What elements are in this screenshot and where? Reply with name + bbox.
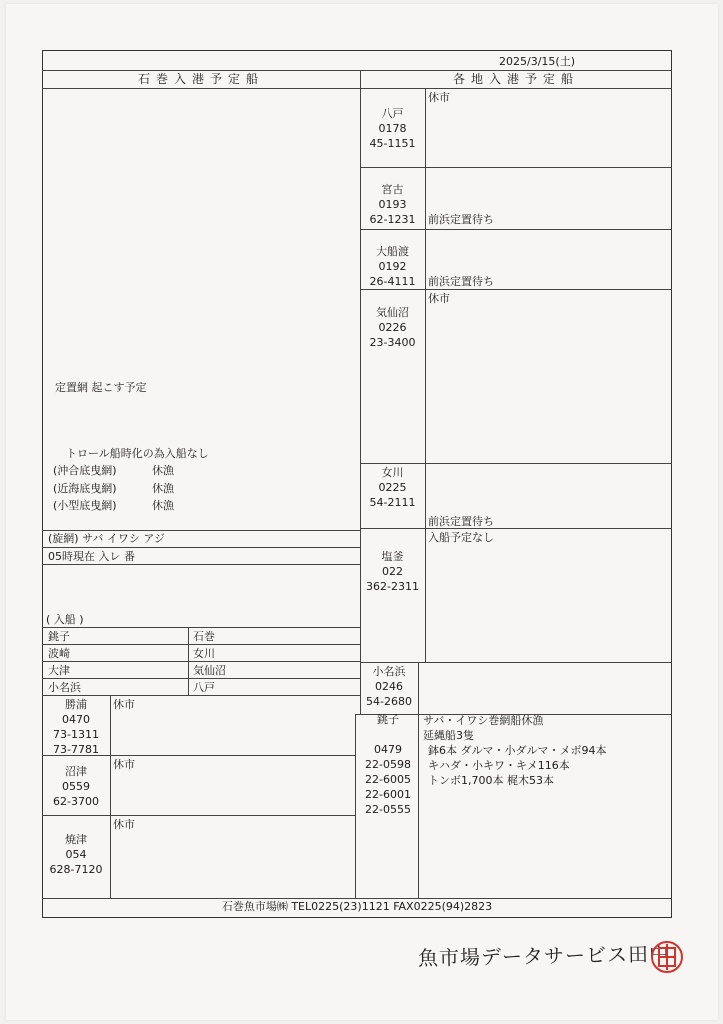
port-kesennuma — [360, 305, 425, 350]
report-date: 2025/3/15(土) — [499, 55, 575, 68]
rule — [360, 289, 672, 290]
rule — [360, 528, 672, 529]
port-phone: 62-1231 — [369, 213, 416, 226]
port-code: 0479 — [374, 743, 402, 756]
rule — [360, 662, 672, 663]
port-status: 休市 — [113, 818, 135, 831]
port-status: 前浜定置待ち — [428, 213, 494, 226]
port-status: 前浜定置待ち — [428, 275, 494, 288]
port-name: 沼津 — [65, 765, 87, 778]
port-phone: 23-3400 — [369, 336, 416, 349]
port-status: 休市 — [113, 698, 135, 711]
rule — [42, 547, 360, 548]
port-phone: 22-6001 — [365, 788, 411, 801]
port-onagawa — [360, 465, 425, 510]
choshi-note: トンボ1,700本 梶木53本 — [428, 774, 554, 787]
port-ofunato — [360, 244, 425, 289]
choshi-note: 延縄船3隻 — [423, 729, 474, 742]
rule — [425, 88, 426, 662]
choshi-note: 鉢6本 ダルマ・小ダルマ・メボ94本 — [428, 744, 607, 757]
kinkai-value: 休漁 — [152, 482, 174, 495]
port-phone: 62-3700 — [53, 795, 99, 808]
entry-port: 気仙沼 — [193, 664, 226, 677]
port-name: 大船渡 — [376, 245, 409, 258]
rule — [42, 644, 360, 645]
port-code: 0193 — [378, 198, 407, 211]
port-name: 宮古 — [381, 183, 404, 196]
genzai-note: 05時現在 入レ 番 — [48, 550, 135, 563]
kogata-value: 休漁 — [152, 499, 174, 512]
port-phone: 54-2111 — [369, 496, 416, 509]
handwritten-signature: 魚市場データサービス田中 — [417, 941, 671, 971]
port-phone: 45-1151 — [369, 137, 416, 150]
tanaka-seal-icon — [650, 940, 684, 974]
choshi-note: キハダ・小キワ・キメ116本 — [428, 759, 570, 772]
teichi-note: 定置網 起こす予定 — [55, 381, 147, 394]
rule — [42, 815, 355, 816]
right-header: 各地入港予定船 — [452, 72, 579, 86]
rule — [418, 662, 419, 714]
port-code: 0178 — [378, 122, 407, 135]
port-code: 0246 — [375, 680, 403, 693]
rule — [42, 661, 360, 662]
left-header: 石巻入港予定船 — [137, 72, 264, 86]
port-code: 022 — [382, 565, 403, 578]
entry-port: 大津 — [48, 664, 70, 677]
port-name: 小名浜 — [372, 665, 406, 678]
trawl-note: トロール船時化の為入船なし — [66, 447, 209, 460]
entry-port: 波崎 — [48, 647, 70, 660]
okiai-label: (沖合底曳網) — [53, 464, 117, 477]
okiai-value: 休漁 — [152, 464, 174, 477]
rule — [42, 88, 672, 89]
rule — [42, 627, 360, 628]
rule — [355, 714, 356, 898]
port-name: 八戸 — [381, 107, 404, 120]
rule — [360, 167, 672, 168]
kinkai-label: (近海底曳網) — [53, 482, 117, 495]
entry-port: 八戸 — [193, 681, 215, 694]
rule — [188, 627, 189, 695]
rule — [42, 678, 360, 679]
port-name: 気仙沼 — [376, 306, 409, 319]
entry-port: 小名浜 — [48, 681, 81, 694]
port-onahama — [360, 664, 418, 709]
port-yaizu — [42, 832, 110, 877]
port-miyako — [360, 182, 425, 227]
rule — [360, 463, 672, 464]
rule — [418, 714, 419, 898]
port-phone: 26-4111 — [369, 275, 416, 288]
choshi-note: サバ・イワシ巻網船休漁 — [423, 714, 544, 727]
rule — [360, 229, 672, 230]
kogata-label: (小型底曳網) — [53, 499, 117, 512]
port-name: 焼津 — [65, 833, 87, 846]
port-phone: 22-0598 — [365, 758, 411, 771]
rule — [42, 695, 360, 696]
port-katsuura — [42, 697, 110, 757]
port-phone: 628-7120 — [49, 863, 103, 876]
port-hachinohe — [360, 106, 425, 151]
nyusen-label: ( 入船 ) — [46, 613, 84, 626]
port-code: 0225 — [378, 481, 407, 494]
port-name: 塩釜 — [381, 550, 404, 563]
entry-port: 石巻 — [193, 630, 215, 643]
port-shiogama — [360, 549, 425, 594]
port-phone: 73-1311 — [53, 728, 99, 741]
port-choshi — [358, 712, 418, 817]
port-numazu — [42, 764, 110, 809]
port-status: 休市 — [113, 758, 135, 771]
port-code: 0470 — [62, 713, 90, 726]
schedule-table — [42, 50, 672, 918]
port-phone: 73-7781 — [53, 743, 99, 756]
port-phone: 22-6005 — [365, 773, 411, 786]
port-phone: 362-2311 — [366, 580, 419, 593]
port-phone: 54-2680 — [366, 695, 412, 708]
port-code: 0559 — [62, 780, 90, 793]
rule — [110, 695, 111, 898]
footer-contact: 石巻魚市場㈱ TEL0225(23)1121 FAX0225(94)2823 — [221, 900, 493, 913]
port-status: 入船予定なし — [428, 531, 494, 544]
port-status: 休市 — [428, 91, 450, 104]
port-name: 女川 — [381, 466, 404, 479]
entry-port: 女川 — [193, 647, 215, 660]
port-code: 054 — [65, 848, 87, 861]
entry-port: 銚子 — [48, 630, 70, 643]
port-code: 0226 — [378, 321, 407, 334]
port-phone: 22-0555 — [365, 803, 411, 816]
port-status: 前浜定置待ち — [428, 515, 494, 528]
port-name: 勝浦 — [65, 698, 87, 711]
makiami-note: (旋網) サバ イワシ アジ — [48, 532, 165, 545]
port-code: 0192 — [378, 260, 407, 273]
rule — [42, 564, 360, 565]
port-status: 休市 — [428, 292, 450, 305]
port-name: 銚子 — [377, 713, 399, 726]
rule — [42, 70, 672, 71]
